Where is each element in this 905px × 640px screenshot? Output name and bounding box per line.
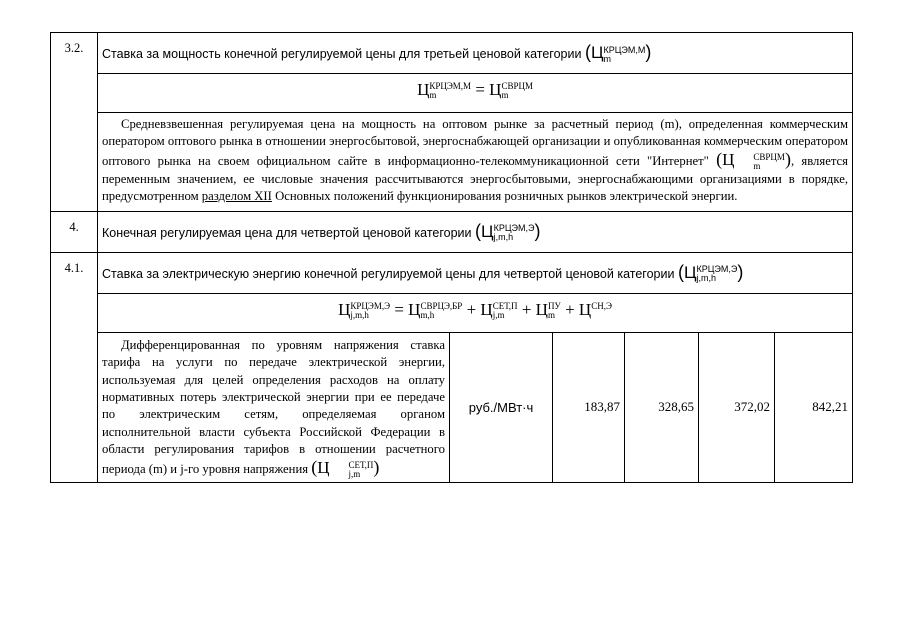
formula-symbol: Ц: [338, 299, 351, 319]
plus-sign: +: [466, 299, 477, 319]
section-link[interactable]: разделом XII: [201, 189, 272, 204]
superscript: КРЦЭМ,Э: [696, 264, 738, 275]
subscript: j,m: [492, 309, 505, 320]
superscript: КРЦЭМ,Э: [493, 223, 535, 234]
row-title: Ставка за мощность конечной регулируемой цены для третьей ценовой категории (Ц КРЦЭМ,М m ): [98, 33, 853, 74]
superscript: СЕТ,П: [492, 300, 518, 311]
title-text: Ставка за мощность конечной регулируемой цены для третьей ценовой категории: [102, 47, 582, 61]
superscript: ПУ: [547, 300, 561, 311]
description-cell: Дифференцированная по уровням напряжения ставка тарифа на услуги по передаче электрической энергии, используемая для целей определения расходов на оплату нормативных потерь электрической энергии при ее передаче по электрическим сетям, определяемая органом исполнительной власти субъекта Российской Федерации в области регулирования тарифов в отношении расчетного периода (m) и j-го уровня напряжения (Ц СЕТ,П j,m ): [98, 332, 450, 482]
superscript: СВРЦМ: [501, 81, 533, 92]
subscript: m: [603, 53, 612, 64]
description-paragraph: Средневзвешенная регулируемая цена на мощность на оптовом рынке за расчетный период (m), определенная коммерческим оператором оптового рынка в отношении энергосбытовой, энергоснабжающей организации и опубликованная коммерческим оператором оптового рынка на своем официальном сайте в информационно-телекоммуникационной сети "Интернет" (Ц СВРЦМ m ), является переменным значением, ее числовые значения рассчитываются энергосбытовыми, энергоснабжающими организациями в порядке, предусмотренном разделом XII Основных положений функционирования розничных рынков электрической энергии.: [98, 113, 853, 212]
subscript: m: [429, 90, 437, 101]
equals-sign: =: [394, 299, 404, 319]
value-cell: 372,02: [699, 332, 775, 482]
title-text: Конечная регулируемая цена для четвертой ценовой категории: [102, 225, 472, 240]
superscript: СВРЦМ: [753, 151, 785, 162]
row-number: 3.2.: [51, 33, 98, 212]
row-4-1-title: [51, 252, 853, 293]
value-cell: 183,87: [553, 332, 625, 482]
formula: [98, 293, 853, 332]
formula-symbol: Ц: [489, 80, 502, 99]
title-text: Ставка за электрическую энергию конечной регулируемой цены для четвертой ценовой категории: [102, 266, 675, 281]
row-title: Конечная регулируемая цена для четвертой ценовой категории (Ц КРЦЭМ,Э j,m,h ): [98, 211, 853, 252]
subscript: j,m,h: [696, 273, 717, 284]
formula-symbol: Ц: [480, 299, 493, 319]
equals-sign: =: [475, 80, 485, 99]
unit-cell: руб./МВт·ч: [450, 332, 553, 482]
formula-symbol: Ц: [722, 149, 735, 169]
row-4-1-formula: [51, 293, 853, 332]
subscript: j,m: [348, 468, 361, 479]
formula-symbol: Ц: [578, 299, 592, 319]
plus-sign: +: [565, 299, 575, 319]
superscript: СН,Э: [591, 300, 612, 311]
formula-symbol: Ц: [481, 221, 494, 241]
paragraph-text: Средневзвешенная регулируемая цена на мощность на оптовом рынке за расчетный период (m), определенная коммерческим оператором оптового рынка в отношении энергосбытовой, энергоснабжающей организации и опубликованная коммерческим оператором оптового рынка на своем официальном сайте в информационно-телекоммуникационной сети "Интернет": [102, 117, 849, 168]
formula: [98, 74, 853, 113]
row-number: 4.: [51, 211, 98, 252]
superscript: КРЦЭМ,М: [603, 44, 646, 55]
paragraph-text: , является переменным значением, ее числовые значения рассчитываются энергосбытовыми, энергоснабжающими организациями в порядке, предусмотренном: [102, 153, 849, 204]
subscript: j,m,h: [350, 309, 369, 320]
subscript: m: [547, 309, 555, 320]
superscript: КРЦЭМ,М: [429, 81, 472, 92]
formula-symbol: Ц: [408, 299, 421, 319]
description-text: Дифференцированная по уровням напряжения ставка тарифа на услуги по передаче электрической энергии, используемая для целей определения расходов на оплату нормативных потерь электрической энергии при ее передаче по электрическим сетям, определяемая органом исполнительной власти субъекта Российской Федерации в области регулирования тарифов в отношении расчетного периода (m) и j-го уровня напряжения: [102, 337, 445, 476]
paragraph-text: Основных положений функционирования розничных рынков электрической энергии.: [275, 189, 738, 204]
formula-symbol: Ц: [417, 80, 430, 99]
subscript: m: [753, 160, 761, 171]
subscript: j,m,h: [493, 232, 514, 243]
row-4: [51, 211, 853, 252]
superscript: СЕТ,П: [348, 459, 374, 470]
row-3-2-title: [51, 33, 853, 74]
superscript: КРЦЭМ,Э: [350, 300, 391, 311]
value-cell: 328,65: [625, 332, 699, 482]
row-3-2-formula: [51, 74, 853, 113]
plus-sign: +: [521, 299, 532, 319]
formula-symbol: Ц: [317, 457, 330, 477]
value-cell: 842,21: [775, 332, 853, 482]
row-number: 4.1.: [51, 252, 98, 482]
row-4-1-data: [51, 332, 853, 482]
formula-symbol: Ц: [535, 299, 548, 319]
subscript: m,h: [420, 309, 435, 320]
subscript: m: [501, 90, 509, 101]
superscript: СВРЦЭ,БР: [420, 300, 463, 311]
row-3-2-description: [51, 113, 853, 212]
tariff-table: [50, 32, 853, 483]
formula-symbol: Ц: [683, 262, 697, 282]
formula-symbol: Ц: [590, 43, 604, 62]
row-title: Ставка за электрическую энергию конечной регулируемой цены для четвертой ценовой категории (Ц КРЦЭМ,Э j,m,h ): [98, 252, 853, 293]
